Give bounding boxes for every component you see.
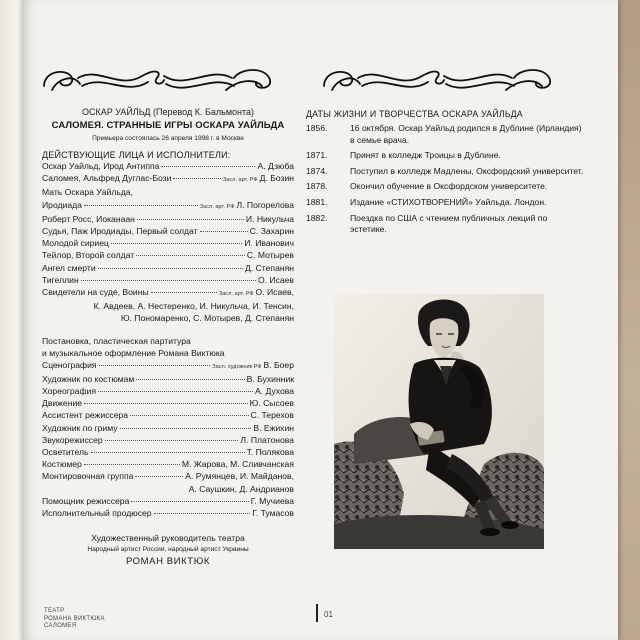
crew-row-person: Т. Полякова — [246, 447, 294, 458]
date-year: 1882. — [306, 212, 328, 223]
crew-row-role: Осветитель — [42, 447, 89, 458]
crew-row — [42, 434, 294, 446]
crew-row-role: Сценография — [42, 359, 97, 370]
date-year: 1878. — [306, 181, 328, 192]
premiere-note: Премьера состоялась 26 апреля 1998 г. в Москве — [92, 135, 244, 142]
staging-credit-line: Постановка, пластическая партитура — [42, 335, 191, 346]
crew-row — [42, 373, 294, 385]
cast-row-role: Иродиада — [42, 199, 82, 210]
crew-row-role: Ассистент режиссера — [42, 410, 129, 421]
crew-name: А. Саушкин, Д. Андрианов — [188, 483, 294, 494]
artistic-director-label: Художественный руководитель театра — [91, 533, 245, 544]
dotted-leader — [105, 440, 239, 441]
crew-row — [42, 495, 294, 507]
dotted-leader — [130, 415, 248, 416]
cast-row-role: Роберт Росс, Иоканаан — [42, 213, 135, 224]
date-year: 1874. — [306, 165, 328, 176]
dates-list — [306, 123, 584, 236]
crew-row — [42, 397, 294, 409]
crew-row — [42, 470, 294, 482]
crew-row-person: Л. Платонова — [240, 434, 294, 445]
crew-row — [42, 409, 294, 421]
date-event: Принят в колледж Троицы в Дублине. — [350, 150, 501, 161]
cast-row-person: О. Исаев — [257, 274, 294, 285]
crew-list — [42, 359, 294, 483]
cast-row-person: С. Мотырев — [246, 250, 294, 261]
dotted-leader — [84, 464, 180, 465]
dotted-leader — [84, 205, 198, 206]
crew-row-role: Движение — [42, 398, 83, 409]
cast-row-honorific: Засл. арт. РФ — [222, 177, 258, 184]
cast-row-role: Молодой сириец — [42, 238, 109, 249]
previous-page-edge — [0, 0, 24, 640]
crew-row-role: Костюмер — [42, 459, 82, 470]
date-year: 1881. — [306, 196, 328, 207]
artistic-director-name: РОМАН ВИКТЮК — [125, 556, 211, 568]
cast-row-person: С. Захарин — [249, 226, 294, 237]
dotted-leader — [137, 219, 244, 220]
art-nouveau-ornament-left — [38, 56, 276, 98]
cast-row — [42, 160, 294, 172]
crew-row — [42, 422, 294, 434]
date-entry — [306, 150, 584, 162]
dotted-leader — [84, 403, 248, 404]
page-number: 01 — [324, 610, 333, 619]
cast-row-person: А. Дзюба — [257, 161, 294, 171]
date-entry — [306, 123, 584, 146]
crew-row-role: Звукорежиссер — [42, 434, 103, 445]
cast-row — [42, 274, 294, 286]
footer-line: САЛОМЕЯ — [44, 623, 77, 630]
cast-row — [42, 249, 294, 261]
cast-row — [42, 199, 294, 213]
cast-row-role: Мать Оскара Уайльда, — [42, 187, 134, 198]
crew-row-role: Хореография — [42, 386, 96, 397]
dotted-leader — [200, 231, 248, 232]
cast-row-person: Д. Бозин — [259, 173, 294, 184]
date-event: Поступил в колледж Мадлены, Оксфордский университет. — [350, 165, 584, 176]
crew-row-person: С. Терехов — [250, 410, 294, 421]
cast-list — [42, 160, 294, 300]
date-event: Поездка по США с чтением публичных лекций по эстетике. — [350, 212, 548, 235]
date-event: Окончил обучение в Оксфордском университете. — [350, 181, 548, 192]
cast-continuation-line: К. Авдеев, А. Нестеренко, И. Никульча, И. Тенсин, — [93, 301, 294, 312]
dotted-leader — [111, 243, 242, 244]
crew-row-person: Г. Тумасов — [252, 508, 294, 519]
staging-credit — [42, 335, 294, 359]
cast-row-role: Тейлор, Второй солдат — [42, 250, 135, 261]
crew-row — [42, 359, 294, 373]
crew-continuation — [42, 483, 294, 495]
dotted-leader — [151, 292, 217, 293]
oscar-wilde-portrait-photo — [334, 294, 544, 549]
date-entry — [306, 213, 584, 236]
date-entry — [306, 166, 584, 178]
crew-row-role: Исполнительный продюсер — [42, 508, 152, 519]
footer-credits — [44, 608, 105, 631]
dotted-leader — [98, 268, 243, 269]
crew-row — [42, 446, 294, 458]
cast-row — [42, 262, 294, 274]
cast-row-role: Тигеллин — [42, 274, 79, 285]
cast-row-role: Ангел смерти — [42, 262, 96, 273]
cast-row — [42, 225, 294, 237]
cast-row-role: Оскар Уайльд, Ирод Антиппа — [42, 161, 160, 171]
crew-row-person: А. Духова — [254, 386, 294, 397]
cast-row-role: Саломея, Альфред Дуглас-Бози — [42, 173, 172, 184]
crew-row-person: Ю. Сысоев — [249, 398, 294, 409]
cast-row — [42, 237, 294, 249]
crew-row-role: Художник по костюмам — [42, 373, 135, 384]
cast-row — [42, 286, 294, 300]
crew-list-extra — [42, 495, 294, 519]
cast-continuation — [42, 300, 294, 324]
cast-row-person: Л. Погорелова — [236, 199, 294, 210]
crew-row — [42, 385, 294, 397]
date-year: 1871. — [306, 150, 328, 161]
crew-row — [42, 507, 294, 519]
play-title: САЛОМЕЯ. СТРАННЫЕ ИГРЫ ОСКАРА УАЙЛЬДА — [51, 120, 285, 131]
crew-row-person: В. Боер — [263, 359, 294, 370]
dotted-leader — [135, 476, 183, 477]
cast-row-honorific: Засл. арт. РФ — [218, 291, 254, 298]
cast-column — [42, 105, 294, 567]
dotted-leader — [161, 166, 255, 167]
date-entry — [306, 181, 584, 193]
dotted-leader — [131, 501, 248, 502]
artistic-director-titles: Народный артист России, народный артист Украины — [87, 546, 249, 554]
crew-row-role: Помощник режиссера — [42, 495, 130, 506]
dotted-leader — [173, 178, 220, 179]
dotted-leader — [81, 280, 256, 281]
crew-row-person: Г. Мучиева — [250, 495, 294, 506]
dotted-leader — [91, 452, 245, 453]
dotted-leader — [98, 391, 253, 392]
dotted-leader — [154, 513, 251, 514]
date-year: 1856. — [306, 123, 328, 133]
crew-row-person: В. Ежихин — [253, 422, 294, 433]
crew-row-role: Монтировочная группа — [42, 471, 134, 482]
staging-credit-line: и музыкальное оформление Романа Виктюка — [42, 347, 225, 358]
crew-row — [42, 458, 294, 470]
cast-row-role: Судья, Паж Иродиады, Первый солдат — [42, 226, 198, 237]
cast-row — [42, 172, 294, 186]
cast-row — [42, 186, 294, 198]
footer-line: ТЕАТР — [44, 608, 65, 614]
biography-column — [306, 105, 584, 236]
cast-heading: ДЕЙСТВУЮЩИЕ ЛИЦА И ИСПОЛНИТЕЛИ: — [42, 150, 231, 160]
cast-continuation-line: Ю. Пономаренко, С. Мотырев, Д. Степанян — [120, 313, 294, 324]
cast-row-person: И. Никульча — [245, 213, 294, 224]
footer-line: РОМАНА ВИКТЮКА — [44, 615, 105, 622]
dates-heading: ДАТЫ ЖИЗНИ И ТВОРЧЕСТВА ОСКАРА УАЙЛЬДА — [306, 109, 523, 119]
crew-row-person: А. Румянцев, И. Майданов, — [185, 471, 294, 482]
dotted-leader — [120, 428, 252, 429]
cast-row-role: Свидетели на суде, Воины — [42, 287, 149, 298]
art-nouveau-ornament-right — [318, 56, 556, 98]
author-line: ОСКАР УАЙЛЬД (Перевод К. Бальмонта) — [81, 107, 255, 117]
dotted-leader — [136, 379, 244, 380]
crew-row-role: Художник по гриму — [42, 422, 118, 433]
date-entry — [306, 197, 584, 209]
crew-row-person: М. Жарова, М. Сливчанская — [181, 459, 294, 470]
cast-row-person: О. Исаев, — [255, 287, 294, 298]
cast-row-person: Д. Степанян — [245, 262, 294, 273]
dotted-leader — [99, 365, 211, 366]
date-event: Издание «СТИХОТВОРЕНИЙ» Уайльда. Лондон. — [350, 196, 547, 207]
crew-row-honorific: Засл. художник РФ — [212, 363, 262, 370]
footer-divider — [316, 604, 318, 622]
cast-row-person: И. Иванович — [244, 238, 294, 249]
crew-row-person: В. Бухинник — [246, 373, 294, 384]
dotted-leader — [136, 255, 245, 256]
cast-row — [42, 213, 294, 225]
date-event: 16 октября. Оскар Уайльд родился в Дублине (Ирландия) в семье врача. — [350, 123, 582, 145]
cast-row-honorific: Засл. арт. РФ — [199, 203, 235, 210]
